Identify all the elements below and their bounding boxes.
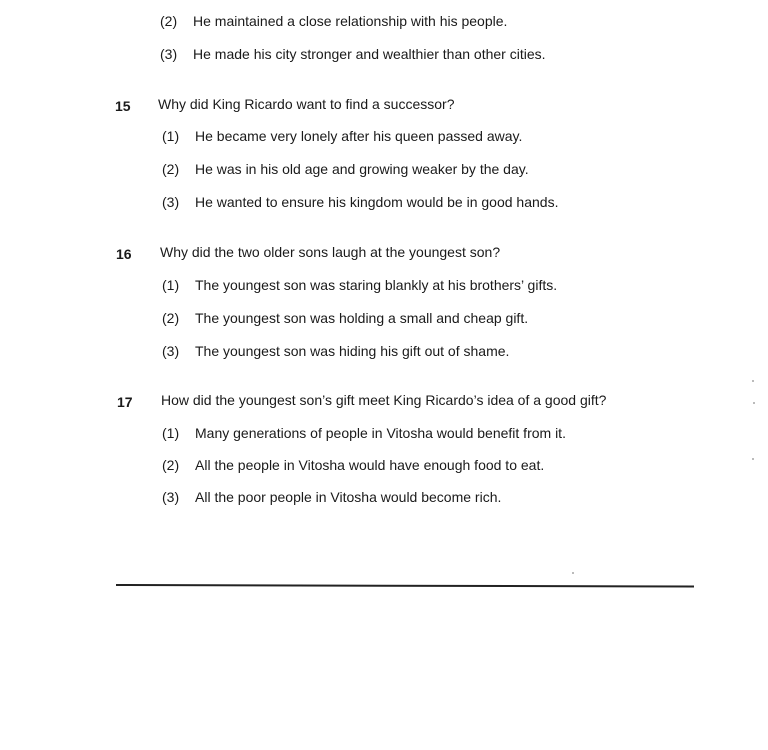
option-text: Many generations of people in Vitosha would benefit from it. [195,425,566,441]
question-17-number: 17 [117,394,133,410]
option-number: (3) [162,343,180,359]
option-number: (1) [162,128,180,144]
option-text: He became very lonely after his queen passed away. [195,128,523,144]
question-16-text: Why did the two older sons laugh at the youngest son? [160,244,501,260]
q16-option-3 [162,342,509,360]
option-number: (2) [162,161,180,177]
option-text: All the poor people in Vitosha would become rich. [195,489,502,505]
q17-option-2 [162,456,544,474]
section-divider [116,584,694,588]
option-number: (1) [162,277,180,293]
q17-option-3 [162,488,501,506]
q16-option-1 [162,276,557,294]
scan-speck [752,380,754,382]
option-text: All the people in Vitosha would have enough food to eat. [195,457,545,473]
option-text: He was in his old age and growing weaker by the day. [195,161,529,177]
q14-option-3 [160,45,546,63]
option-text: The youngest son was holding a small and cheap gift. [195,310,529,326]
question-15-number: 15 [115,98,131,114]
scan-speck [752,458,754,460]
question-15-text: Why did King Ricardo want to find a successor? [158,96,455,112]
option-text: He made his city stronger and wealthier than other cities. [193,46,546,62]
option-text: The youngest son was hiding his gift out of shame. [195,343,510,359]
q15-option-3 [162,193,558,211]
option-text: He wanted to ensure his kingdom would be in good hands. [195,194,559,210]
question-17-text: How did the youngest son’s gift meet King Ricardo’s idea of a good gift? [161,392,607,408]
q16-option-2 [162,309,528,327]
option-number: (3) [162,489,180,505]
q15-option-1 [162,127,522,145]
scan-speck [753,402,755,404]
option-number: (3) [162,194,180,210]
option-number: (2) [162,457,180,473]
option-number: (1) [162,425,180,441]
q15-option-2 [162,160,529,178]
option-text: He maintained a close relationship with his people. [193,13,508,29]
question-16-number: 16 [116,246,132,262]
option-text: The youngest son was staring blankly at his brothers’ gifts. [195,277,558,293]
option-number: (3) [160,46,178,62]
scan-speck [572,572,574,574]
option-number: (2) [162,310,180,326]
q14-option-2 [160,12,507,30]
option-number: (2) [160,13,178,29]
q17-option-1 [162,424,566,442]
